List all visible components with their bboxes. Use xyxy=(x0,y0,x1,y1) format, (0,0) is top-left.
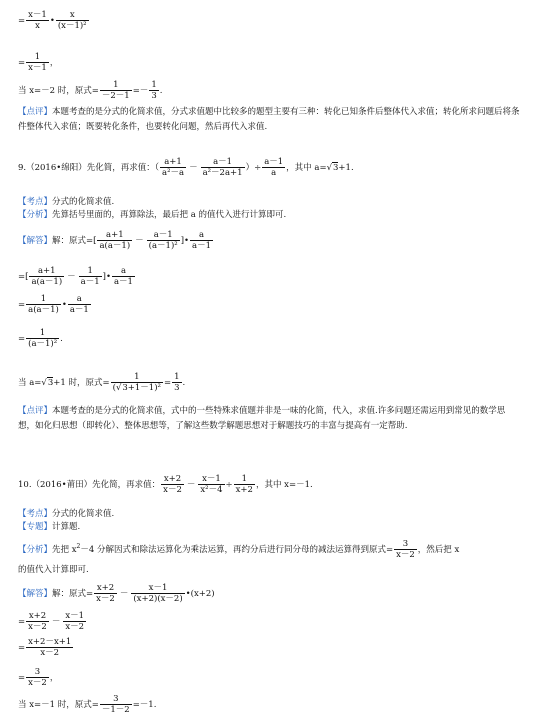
fraction xyxy=(198,474,224,495)
fraction xyxy=(26,294,61,315)
text: 解：原式=[ xyxy=(52,236,97,246)
s8-step-2 xyxy=(18,52,58,73)
text: +1. xyxy=(338,163,354,173)
eq: = xyxy=(18,334,26,344)
numerator: 1 xyxy=(26,328,59,339)
fraction xyxy=(112,266,135,287)
comment-tag: 【点评】 xyxy=(18,406,53,416)
numerator: x+2－x+1 xyxy=(28,637,72,647)
fraction xyxy=(26,637,73,658)
text: ]• xyxy=(180,236,190,246)
fraction xyxy=(262,157,285,178)
minus: － xyxy=(189,163,198,173)
text: ，然后把 x xyxy=(417,545,460,555)
eq: = xyxy=(18,617,26,627)
text: =－ xyxy=(132,86,149,96)
denominator: a－1 xyxy=(113,277,133,287)
denominator: x－2 xyxy=(40,648,60,658)
numerator: a+1 xyxy=(160,157,186,168)
denominator: 3 xyxy=(151,91,157,101)
q9-fenxi xyxy=(18,209,286,221)
numerator: a－1 xyxy=(147,230,180,241)
fenxi-tag: 【分析】 xyxy=(18,210,53,220)
minus: － xyxy=(135,236,144,246)
eq: = xyxy=(18,643,26,653)
fraction xyxy=(29,266,64,287)
denominator: x－2 xyxy=(163,485,182,495)
s8-comment xyxy=(18,105,522,135)
text: ，其中 a= xyxy=(286,163,327,173)
denominator: a²－a xyxy=(162,168,185,178)
minus: － xyxy=(67,272,76,282)
text: 当 a= xyxy=(18,378,42,388)
minus: － xyxy=(186,480,196,490)
fenxi-text: 先算括号里面的，再算除法，最后把 a 的值代入进行计算即可. xyxy=(52,210,287,220)
jieda-tag: 【解答】 xyxy=(18,589,53,599)
eq: = xyxy=(18,58,26,68)
denominator: a²－2a+1 xyxy=(202,168,243,178)
fraction xyxy=(26,611,49,632)
denominator: x－2 xyxy=(396,550,415,560)
denominator: x xyxy=(35,21,40,31)
eq: = xyxy=(18,16,26,26)
q9-kaodian xyxy=(18,196,114,208)
zhuanti-text: 计算题. xyxy=(52,522,81,532)
s8-step-3 xyxy=(18,80,162,101)
numerator: 3 xyxy=(100,694,132,705)
text: ÷ xyxy=(225,480,233,490)
denominator: (x－1)² xyxy=(57,21,87,31)
text: －4 分解因式和除法运算化为乘法运算，再约分后进行同分母的减法运算得到原式= xyxy=(80,545,394,555)
text: ]• xyxy=(102,272,111,282)
fraction xyxy=(201,157,245,178)
punct: . xyxy=(60,334,63,344)
q9-solution-5: 当 a=√3+1 时，原式= $\frac{1}{\text{(√3+1－1)²}}$ = $\frac{1}{3}$ . xyxy=(18,372,186,393)
q10-solution-5 xyxy=(18,694,156,715)
fraction xyxy=(94,583,117,604)
fraction xyxy=(63,611,86,632)
eq: = xyxy=(18,300,26,310)
text: ( xyxy=(112,383,116,393)
fraction xyxy=(26,328,59,349)
denominator: x－2 xyxy=(96,594,115,604)
kaodian-tag: 【考点】 xyxy=(18,509,53,519)
denominator: (a－1)² xyxy=(28,339,58,349)
denominator: a(a－1) xyxy=(99,241,131,251)
denominator: a－1 xyxy=(69,305,89,315)
punct: ， xyxy=(49,673,59,683)
q10-fenxi-2 xyxy=(18,564,89,576)
denominator: a(a－1) xyxy=(31,277,63,287)
zhuanti-tag: 【专题】 xyxy=(18,522,53,532)
numerator: x+2 xyxy=(26,611,49,622)
text: ，其中 x=－1. xyxy=(255,480,313,490)
minus: － xyxy=(119,589,129,599)
denominator: (x+2)(x－2) xyxy=(133,594,183,604)
fraction xyxy=(149,80,158,101)
comment-text: 本题考查的是分式的化简求值，式中的一些特殊求值题并非是一味的化简，代入，求值.许多问题还需运用到常见的数学思想，如化归思想（即转化）、整体思想等，了解这些数学解题思想对于解题技巧的丰富与提高有一定帮助. xyxy=(18,406,506,431)
numerator: x－1 xyxy=(198,474,224,485)
denominator: x－2 xyxy=(28,678,47,688)
numerator: 1 xyxy=(174,372,180,382)
denominator: a xyxy=(271,168,277,178)
denominator: x－2 xyxy=(65,622,85,632)
denominator: x²－4 xyxy=(200,485,223,495)
denominator: 3 xyxy=(174,383,180,393)
fraction xyxy=(26,10,49,31)
fraction xyxy=(111,372,163,393)
fraction xyxy=(100,80,132,101)
q9-solution-3 xyxy=(18,294,92,315)
fraction xyxy=(68,294,91,315)
numerator: 1 xyxy=(111,372,163,383)
numerator: x－1 xyxy=(65,611,85,621)
numerator: a－1 xyxy=(201,157,245,168)
numerator: a xyxy=(190,230,213,241)
q9-comment xyxy=(18,404,522,434)
numerator: a－1 xyxy=(264,157,284,167)
eq: = xyxy=(18,673,26,683)
fraction xyxy=(234,474,255,495)
numerator: x+2 xyxy=(94,583,117,594)
punct: . xyxy=(182,378,186,388)
numerator: x xyxy=(56,10,89,21)
text: 10.（2016•莆田）先化简，再求值： xyxy=(18,480,161,490)
numerator: a+1 xyxy=(97,230,132,241)
numerator: 1 xyxy=(234,474,255,485)
fraction xyxy=(97,230,132,251)
text: +1－1)² xyxy=(127,383,161,393)
comment-text: 本题考查的是分式的化简求值，分式求值题中比较多的题型主要有三种：转化已知条件后整体代入求值；转化所求问题后将条件整体代入求值；既要转化条件，也要转化问题，然后再代入求值. xyxy=(18,107,520,132)
dot: • xyxy=(61,300,67,310)
text: •(x+2) xyxy=(185,589,215,599)
denominator: a－1 xyxy=(80,277,100,287)
eq: = xyxy=(163,378,172,388)
minus: － xyxy=(51,617,61,627)
text: 当 x=－1 时，原式= xyxy=(18,700,99,710)
text: 的值代入计算即可. xyxy=(18,565,89,575)
denominator: a(a－1) xyxy=(28,305,59,315)
jieda-tag: 【解答】 xyxy=(18,236,53,246)
comment-tag: 【点评】 xyxy=(18,107,53,117)
q10-kaodian xyxy=(18,508,114,520)
fraction xyxy=(56,10,89,31)
numerator: a+1 xyxy=(29,266,64,277)
numerator: 3 xyxy=(26,667,49,678)
numerator: 1 xyxy=(26,52,49,63)
kaodian-text: 分式的化简求值. xyxy=(52,197,115,207)
fraction xyxy=(79,266,102,287)
text: 解：原式= xyxy=(52,589,94,599)
dot: • xyxy=(49,16,55,26)
q10-solution-2 xyxy=(18,611,87,632)
fraction xyxy=(26,52,49,73)
q9-statement: 9.（2016•绵阳）先化简，再求值：（ $\frac{a+1}{\text{a²－a}}$ － $\frac{a-1}{\text{a²－2a+1}}$ ）÷ $\frac{a-1}{a}$ ，其中 a=√3+1. xyxy=(18,157,354,178)
fraction xyxy=(190,230,213,251)
numerator: a xyxy=(68,294,91,305)
numerator: x+2 xyxy=(161,474,184,485)
numerator: 1 xyxy=(79,266,102,277)
numerator: x－1 xyxy=(28,10,47,20)
q10-solution-4 xyxy=(18,667,58,688)
q9-solution-1 xyxy=(18,230,214,251)
text: 先把 x xyxy=(52,545,77,555)
sqrt-radicand: 3 xyxy=(122,383,128,393)
punct: . xyxy=(159,86,163,96)
punct: ， xyxy=(49,58,59,68)
q10-solution-1 xyxy=(18,583,215,604)
fraction xyxy=(160,157,186,178)
q10-solution-3 xyxy=(18,637,74,658)
fraction xyxy=(131,583,184,604)
text: =－1. xyxy=(132,700,157,710)
text: 9.（2016•绵阳）先化简，再求值：（ xyxy=(18,163,160,173)
numerator: a xyxy=(112,266,135,277)
denominator: －2－1 xyxy=(101,91,130,101)
sqrt-radicand: 3 xyxy=(333,163,339,173)
fraction xyxy=(172,372,181,393)
fraction xyxy=(394,539,417,560)
numerator: 1 xyxy=(151,80,157,90)
numerator: 1 xyxy=(26,294,61,305)
denominator: x－1 xyxy=(28,63,47,73)
denominator: (a－1)² xyxy=(148,241,178,251)
text: +1 时，原式= xyxy=(53,378,110,388)
q9-solution-4 xyxy=(18,328,63,349)
kaodian-text: 分式的化简求值. xyxy=(52,509,115,519)
denominator: a－1 xyxy=(192,241,212,251)
denominator: x－2 xyxy=(28,622,47,632)
kaodian-tag: 【考点】 xyxy=(18,197,53,207)
denominator: x+2 xyxy=(235,485,253,495)
fraction xyxy=(147,230,180,251)
numerator: 3 xyxy=(394,539,417,550)
q9-solution-2 xyxy=(18,266,136,287)
fraction xyxy=(26,667,49,688)
numerator: x－1 xyxy=(131,583,184,594)
q10-fenxi: 【分析】先把 $x^2-4$ 分解因式和除法运算化为乘法运算，再约分后进行同分母的减法运算得到原式= $\frac{3}{x-2}$ ，然后把 x xyxy=(18,539,460,560)
numerator: 1 xyxy=(100,80,132,91)
fenxi-tag: 【分析】 xyxy=(18,545,53,555)
denominator: (√3+1－1)² xyxy=(112,383,161,393)
text: =[ xyxy=(18,272,29,282)
q10-zhuanti xyxy=(18,521,80,533)
text: 当 x=－2 时，原式= xyxy=(18,86,99,96)
sqrt-radicand: 3 xyxy=(47,378,54,388)
s8-step-1 xyxy=(18,10,90,31)
fraction xyxy=(100,694,132,715)
q10-statement xyxy=(18,474,313,495)
fraction xyxy=(161,474,184,495)
text: ）÷ xyxy=(245,163,262,173)
denominator: －1－2 xyxy=(101,705,130,715)
